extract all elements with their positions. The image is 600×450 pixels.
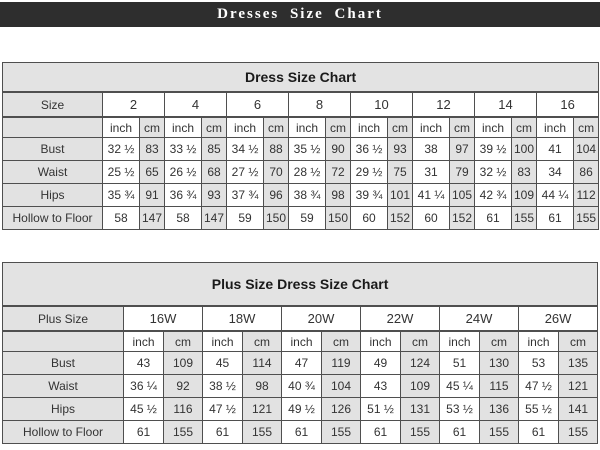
unit-cm-cell: cm [574,117,599,138]
cm-value-cell: 85 [202,138,227,161]
unit-inch-cell: inch [203,331,243,352]
page-title: Dresses Size Chart [217,6,383,22]
unit-cm-cell: cm [388,117,413,138]
size-header-row [3,306,598,331]
cm-value-cell: 152 [450,207,475,230]
unit-inch-cell: inch [361,331,401,352]
cm-value-cell: 112 [574,184,599,207]
inch-value-cell: 32 ½ [475,161,512,184]
unit-inch-cell: inch [103,117,140,138]
table-title: Dress Size Chart [3,63,599,93]
size-value-cell: 16W [124,306,203,331]
measurement-label-cell: Hollow to Floor [3,421,124,444]
cm-value-cell: 155 [512,207,537,230]
measurement-row [3,161,599,184]
inch-value-cell: 33 ½ [165,138,202,161]
cm-value-cell: 100 [512,138,537,161]
size-value-cell: 12 [413,92,475,117]
cm-value-cell: 155 [401,421,440,444]
size-value-cell: 24W [440,306,519,331]
size-value-cell: 26W [519,306,598,331]
cm-value-cell: 155 [559,421,598,444]
inch-value-cell: 38 [413,138,450,161]
inch-value-cell: 29 ½ [351,161,388,184]
unit-inch-cell: inch [475,117,512,138]
inch-value-cell: 61 [203,421,243,444]
cm-value-cell: 155 [322,421,361,444]
inch-value-cell: 60 [351,207,388,230]
cm-value-cell: 68 [202,161,227,184]
unit-inch-cell: inch [124,331,164,352]
inch-value-cell: 39 ½ [475,138,512,161]
measurement-row [3,207,599,230]
size-value-cell: 6 [227,92,289,117]
inch-value-cell: 37 ¾ [227,184,264,207]
cm-value-cell: 91 [140,184,165,207]
table-title: Plus Size Dress Size Chart [3,263,598,307]
cm-value-cell: 114 [243,352,282,375]
size-charts-container [0,62,600,444]
cm-value-cell: 101 [388,184,413,207]
inch-value-cell: 61 [519,421,559,444]
inch-value-cell: 38 ½ [203,375,243,398]
inch-value-cell: 26 ½ [165,161,202,184]
measurement-row [3,421,598,444]
inch-value-cell: 58 [103,207,140,230]
cm-value-cell: 109 [512,184,537,207]
cm-value-cell: 147 [202,207,227,230]
cm-value-cell: 65 [140,161,165,184]
size-value-cell: 8 [289,92,351,117]
cm-value-cell: 96 [264,184,289,207]
size-header-label: Size [3,92,103,117]
inch-value-cell: 36 ¾ [165,184,202,207]
unit-inch-cell: inch [537,117,574,138]
inch-value-cell: 47 ½ [519,375,559,398]
unit-cm-cell: cm [140,117,165,138]
size-value-cell: 20W [282,306,361,331]
unit-cm-cell: cm [326,117,351,138]
cm-value-cell: 135 [559,352,598,375]
inch-value-cell: 45 ¼ [440,375,480,398]
table-title-row [3,63,599,93]
cm-value-cell: 121 [559,375,598,398]
table-title-row [3,263,598,307]
cm-value-cell: 121 [243,398,282,421]
measurement-label-cell: Hollow to Floor [3,207,103,230]
inch-value-cell: 36 ½ [351,138,388,161]
empty-corner-cell [3,117,103,138]
inch-value-cell: 44 ¼ [537,184,574,207]
cm-value-cell: 109 [401,375,440,398]
inch-value-cell: 51 ½ [361,398,401,421]
inch-value-cell: 53 [519,352,559,375]
unit-cm-cell: cm [264,117,289,138]
unit-inch-cell: inch [282,331,322,352]
cm-value-cell: 70 [264,161,289,184]
cm-value-cell: 104 [322,375,361,398]
cm-value-cell: 131 [401,398,440,421]
inch-value-cell: 45 [203,352,243,375]
inch-value-cell: 41 ¼ [413,184,450,207]
cm-value-cell: 97 [450,138,475,161]
cm-value-cell: 119 [322,352,361,375]
cm-value-cell: 75 [388,161,413,184]
measurement-row [3,375,598,398]
cm-value-cell: 90 [326,138,351,161]
measurement-row [3,398,598,421]
inch-value-cell: 49 [361,352,401,375]
inch-value-cell: 60 [413,207,450,230]
inch-value-cell: 51 [440,352,480,375]
cm-value-cell: 88 [264,138,289,161]
inch-value-cell: 61 [475,207,512,230]
size-header-row [3,92,599,117]
inch-value-cell: 61 [440,421,480,444]
measurement-row [3,184,599,207]
unit-header-row [3,331,598,352]
inch-value-cell: 49 ½ [282,398,322,421]
measurement-label-cell: Hips [3,184,103,207]
unit-cm-cell: cm [559,331,598,352]
size-value-cell: 2 [103,92,165,117]
inch-value-cell: 42 ¾ [475,184,512,207]
inch-value-cell: 43 [361,375,401,398]
inch-value-cell: 34 ½ [227,138,264,161]
cm-value-cell: 155 [480,421,519,444]
cm-value-cell: 155 [164,421,203,444]
unit-inch-cell: inch [519,331,559,352]
inch-value-cell: 45 ½ [124,398,164,421]
cm-value-cell: 126 [322,398,361,421]
inch-value-cell: 35 ½ [289,138,326,161]
inch-value-cell: 61 [537,207,574,230]
inch-value-cell: 61 [282,421,322,444]
cm-value-cell: 150 [326,207,351,230]
measurement-label-cell: Hips [3,398,124,421]
cm-value-cell: 136 [480,398,519,421]
cm-value-cell: 155 [574,207,599,230]
cm-value-cell: 147 [140,207,165,230]
inch-value-cell: 41 [537,138,574,161]
unit-cm-cell: cm [401,331,440,352]
cm-value-cell: 124 [401,352,440,375]
inch-value-cell: 31 [413,161,450,184]
inch-value-cell: 39 ¾ [351,184,388,207]
measurement-label-cell: Waist [3,161,103,184]
inch-value-cell: 43 [124,352,164,375]
inch-value-cell: 55 ½ [519,398,559,421]
inch-value-cell: 61 [124,421,164,444]
measurement-label-cell: Bust [3,138,103,161]
unit-inch-cell: inch [289,117,326,138]
size-value-cell: 10 [351,92,413,117]
cm-value-cell: 72 [326,161,351,184]
size-value-cell: 4 [165,92,227,117]
cm-value-cell: 155 [243,421,282,444]
cm-value-cell: 98 [243,375,282,398]
cm-value-cell: 150 [264,207,289,230]
size-value-cell: 14 [475,92,537,117]
inch-value-cell: 47 [282,352,322,375]
cm-value-cell: 93 [202,184,227,207]
inch-value-cell: 35 ¾ [103,184,140,207]
cm-value-cell: 152 [388,207,413,230]
unit-cm-cell: cm [512,117,537,138]
inch-value-cell: 59 [227,207,264,230]
size-value-cell: 22W [361,306,440,331]
unit-inch-cell: inch [165,117,202,138]
inch-value-cell: 28 ½ [289,161,326,184]
inch-value-cell: 34 [537,161,574,184]
inch-value-cell: 25 ½ [103,161,140,184]
inch-value-cell: 27 ½ [227,161,264,184]
unit-cm-cell: cm [450,117,475,138]
inch-value-cell: 58 [165,207,202,230]
unit-cm-cell: cm [243,331,282,352]
measurement-row [3,138,599,161]
cm-value-cell: 98 [326,184,351,207]
inch-value-cell: 53 ½ [440,398,480,421]
measurement-label-cell: Waist [3,375,124,398]
unit-inch-cell: inch [413,117,450,138]
measurement-label-cell: Bust [3,352,124,375]
size-header-label: Plus Size [3,306,124,331]
unit-header-row [3,117,599,138]
cm-value-cell: 83 [512,161,537,184]
cm-value-cell: 109 [164,352,203,375]
cm-value-cell: 105 [450,184,475,207]
cm-value-cell: 79 [450,161,475,184]
inch-value-cell: 40 ¾ [282,375,322,398]
cm-value-cell: 92 [164,375,203,398]
unit-inch-cell: inch [227,117,264,138]
plus-size-dress-chart-table [2,262,598,444]
inch-value-cell: 32 ½ [103,138,140,161]
inch-value-cell: 59 [289,207,326,230]
cm-value-cell: 93 [388,138,413,161]
unit-inch-cell: inch [351,117,388,138]
measurement-row [3,352,598,375]
cm-value-cell: 104 [574,138,599,161]
cm-value-cell: 86 [574,161,599,184]
cm-value-cell: 83 [140,138,165,161]
inch-value-cell: 38 ¾ [289,184,326,207]
cm-value-cell: 130 [480,352,519,375]
cm-value-cell: 116 [164,398,203,421]
inch-value-cell: 36 ¼ [124,375,164,398]
unit-cm-cell: cm [164,331,203,352]
inch-value-cell: 61 [361,421,401,444]
unit-cm-cell: cm [480,331,519,352]
inch-value-cell: 47 ½ [203,398,243,421]
size-value-cell: 18W [203,306,282,331]
unit-cm-cell: cm [202,117,227,138]
unit-cm-cell: cm [322,331,361,352]
dress-size-chart-table [2,62,599,230]
cm-value-cell: 115 [480,375,519,398]
header-bar [0,2,600,27]
unit-inch-cell: inch [440,331,480,352]
size-value-cell: 16 [537,92,599,117]
cm-value-cell: 141 [559,398,598,421]
empty-corner-cell [3,331,124,352]
